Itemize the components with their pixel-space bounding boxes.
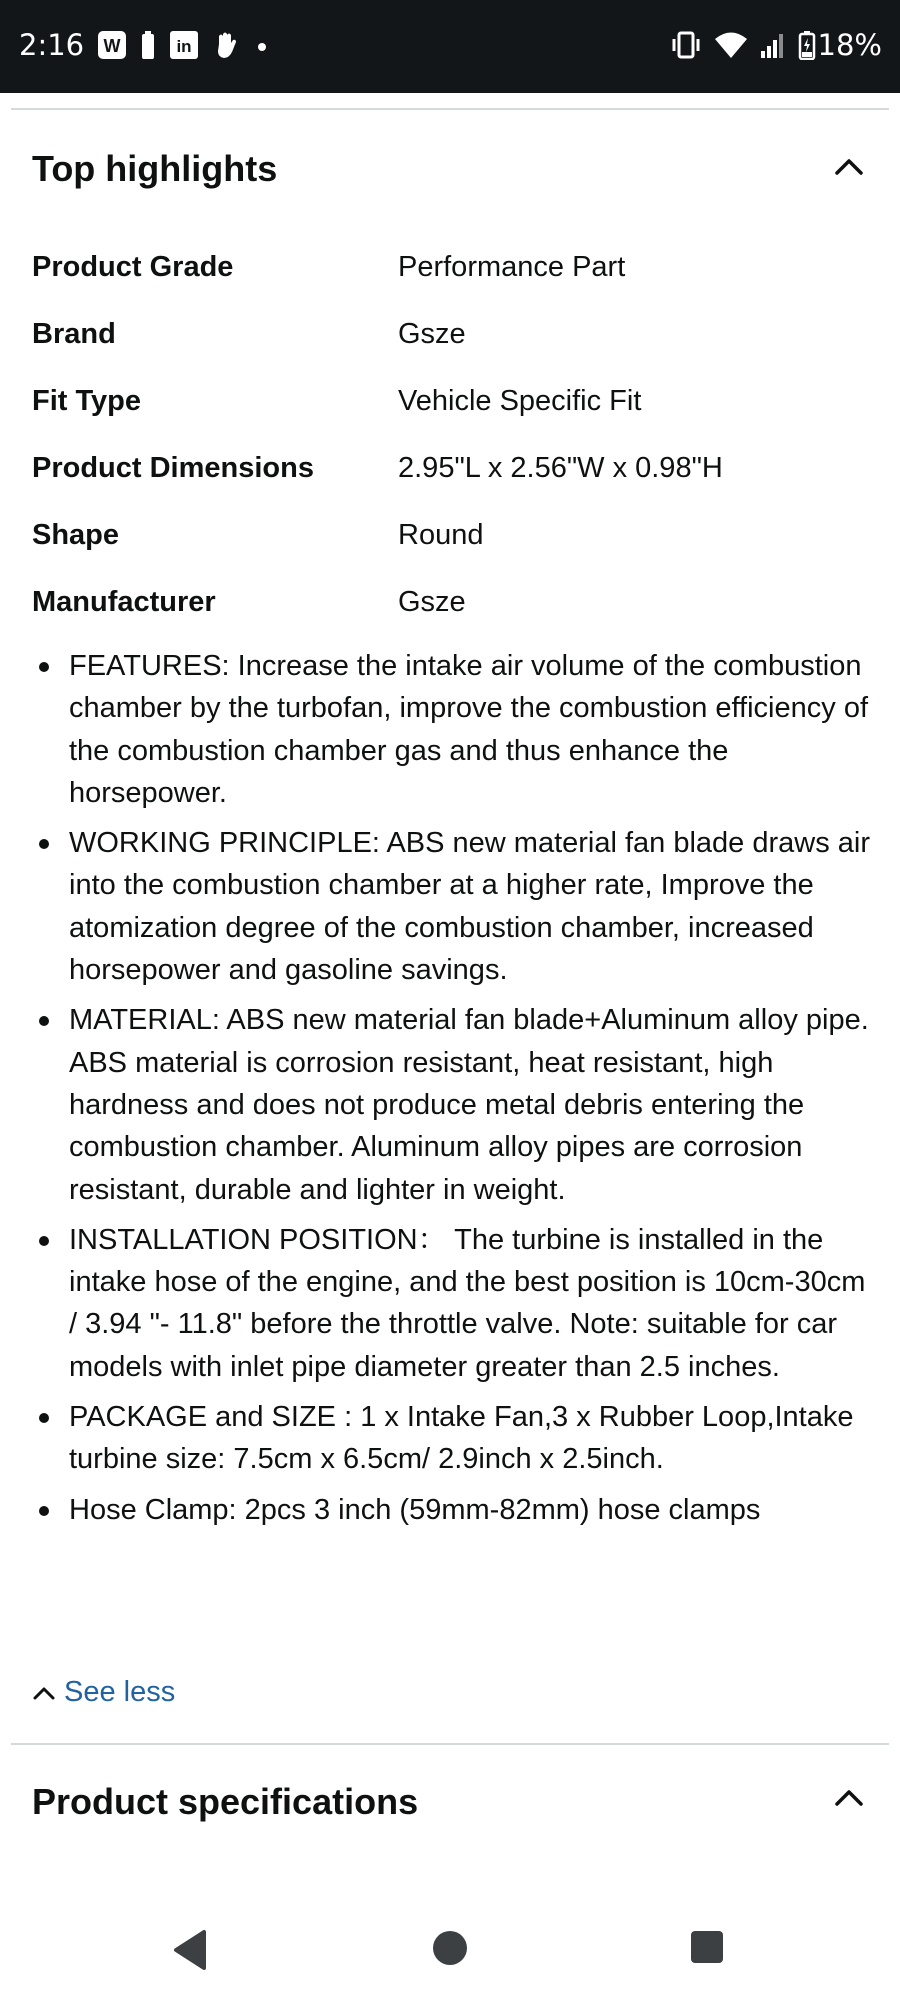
spec-value: Gsze	[398, 318, 466, 350]
bullet-icon	[39, 1016, 49, 1026]
bullet-text: FEATURES: Increase the intake air volume of the combustion chamber by the turbofan, improve the combustion efficiency of the combustion chamber gas and thus enhance the horsepower.	[69, 650, 869, 809]
home-icon[interactable]	[431, 1929, 469, 1967]
spec-key: Product Grade	[32, 251, 234, 283]
signal-icon	[760, 31, 786, 59]
bullet-text: Hose Clamp: 2pcs 3 inch (59mm-82mm) hose clamps	[69, 1493, 761, 1526]
vibrate-icon	[670, 31, 702, 59]
spec-key: Brand	[32, 318, 116, 350]
spec-key: Manufacturer	[32, 586, 216, 618]
bullet-text: WORKING PRINCIPLE: ABS new material fan blade draws air into the combustion chamber at a higher rate, Improve the atomization degree of the combustion chamber, increased horsepower and gasoline savings.	[69, 827, 871, 987]
system-status	[670, 28, 882, 62]
recents-icon[interactable]	[690, 1930, 724, 1964]
back-icon[interactable]	[170, 1928, 210, 1972]
chevron-up-icon[interactable]	[832, 1780, 866, 1814]
spec-value: Vehicle Specific Fit	[398, 385, 642, 417]
see-less-label: See less	[64, 1676, 176, 1708]
table-row	[32, 234, 872, 301]
bullet-text: PACKAGE and SIZE : 1 x Intake Fan,3 x Rubber Loop,Intake turbine size: 7.5cm x 6.5cm/ 2.9inch x 2.5inch.	[69, 1401, 854, 1476]
divider-specs	[11, 1743, 889, 1745]
list-item	[32, 822, 872, 991]
highlights-table	[32, 234, 872, 636]
chevron-up-icon[interactable]	[832, 149, 866, 183]
spec-value: Performance Part	[398, 251, 626, 283]
dot-icon	[255, 30, 269, 60]
status-time: 2:16	[19, 28, 85, 62]
spec-value: Round	[398, 519, 484, 551]
table-row	[32, 368, 872, 435]
bullet-icon	[39, 1236, 49, 1246]
feature-bullets	[32, 645, 872, 1539]
top-highlights-title: Top highlights	[32, 148, 278, 189]
svg-text:in: in	[176, 37, 192, 56]
linkedin-icon	[169, 30, 199, 60]
bullet-icon	[39, 1506, 49, 1516]
battery-small-icon	[141, 30, 155, 60]
chevron-up-small-icon	[32, 1683, 56, 1703]
battery-percentage: 18%	[817, 28, 882, 62]
wifi-icon	[714, 31, 748, 59]
battery-icon	[798, 30, 816, 60]
notification-icons	[97, 30, 269, 60]
spec-value: Gsze	[398, 586, 466, 618]
bullet-text: MATERIAL: ABS new material fan blade+Aluminum alloy pipe. ABS material is corrosion resistant, heat resistant, high hardness and does not produce metal debris entering the combustion chamber. Aluminum alloy pipes are corrosion resistant, durable and lighter in weight.	[69, 1004, 869, 1206]
spec-value: 2.95"L x 2.56"W x 0.98"H	[398, 452, 723, 484]
list-item	[32, 1219, 872, 1388]
status-bar	[0, 0, 900, 93]
bullet-icon	[39, 662, 49, 672]
spec-key: Fit Type	[32, 385, 142, 417]
bullet-icon	[39, 1413, 49, 1423]
spec-key: Shape	[32, 519, 120, 551]
table-row	[32, 502, 872, 569]
table-row	[32, 435, 872, 502]
bullet-text: INSTALLATION POSITION： The turbine is installed in the intake hose of the engine, and the best position is 10cm-30cm / 3.94 "- 11.8" before the throttle valve. Note: suitable for car models with inlet pipe diameter greater than 2.5 inches.	[69, 1223, 866, 1383]
table-row	[32, 301, 872, 368]
svg-text:W: W	[103, 36, 121, 56]
word-icon	[97, 30, 127, 60]
list-item	[32, 1396, 872, 1481]
see-less-link[interactable]	[32, 1676, 175, 1709]
navigation-bar	[0, 1900, 900, 2000]
list-item	[32, 999, 872, 1210]
bullet-icon	[39, 839, 49, 849]
divider-top	[11, 108, 889, 110]
list-item	[32, 1489, 872, 1531]
product-specifications-title: Product specifications	[32, 1781, 419, 1822]
list-item	[32, 645, 872, 814]
table-row	[32, 569, 872, 636]
hand-icon	[213, 30, 241, 60]
spec-key: Product Dimensions	[32, 452, 314, 484]
